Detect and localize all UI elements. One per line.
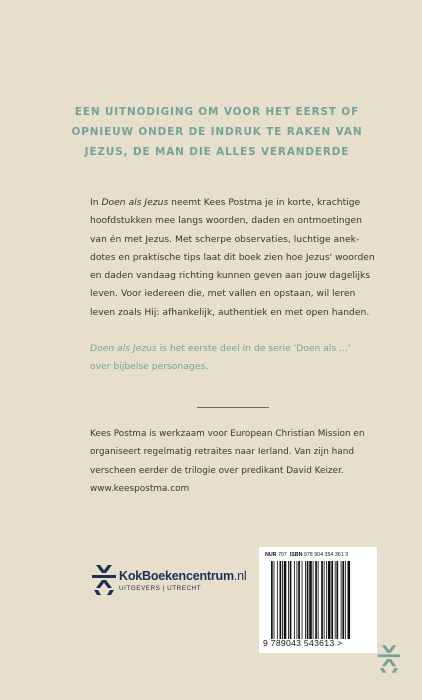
tagline [52,102,382,162]
publisher-subtitle: UITGEVERS | UTRECHT [119,585,202,592]
barcode-label [259,547,377,653]
divider [197,407,269,408]
isbn-line [265,552,348,558]
nur-label: NUR [265,552,277,558]
description-line: dotes en praktische tips laat dit boek zien hoe Jezus' woorden [90,251,375,263]
series-text: is het eerste deel in de serie 'Doen als ...' [156,343,351,355]
tagline-line: JEZUS, DE MAN DIE ALLES VERANDERDE [84,146,350,158]
series-line [90,340,380,358]
nur-value: 707 [277,552,287,558]
publisher-name-text: KokBoekencentrum [119,569,234,583]
author-line: organiseert regelmatig retraites naar Ierland. Van zijn hand [90,447,354,458]
description-line: van én met Jezus. Met scherpe observaties, luchtige anek- [90,233,360,245]
book-title: Doen als Jezus [101,197,169,208]
description-line: leven. Voor iedereen die, met vallen en opstaan, wil leren [90,288,356,300]
spacer [90,322,380,340]
description-line: leven zoals Hij: afhankelijk, authentiek en met open handen. [90,306,370,318]
publisher-mark-icon [92,565,116,595]
author-bio [90,425,390,498]
description-text: neemt Kees Postma je in korte, krachtige [168,197,361,208]
description-line: hoofdstukken mee langs woorden, daden en ontmoetingen [90,215,362,227]
description-text: In [90,197,102,208]
barcode-icon [271,561,367,639]
series-title: Doen als Jezus [90,343,157,355]
publisher-tld: .nl [233,569,247,583]
publisher-corner-mark-icon [378,645,400,673]
publisher-name [119,569,247,583]
isbn-value: 978 904 354 361 3 [303,552,349,558]
description-line [90,194,380,212]
author-line: Kees Postma is werkzaam voor European Christian Mission en [90,429,365,439]
book-description [90,194,380,377]
author-website: www.keespostma.com [90,483,190,494]
series-line: over bijbelse personages. [90,361,209,373]
barcode-digits: 9 789043 543613 > [263,638,343,648]
isbn-label: ISBN [289,552,303,558]
author-line: verscheen eerder de trilogie over predikant David Keizer. [90,465,344,476]
tagline-line: EEN UITNODIGING OM VOOR HET EERST OF [74,106,360,118]
description-line: en daden vandaag richting kunnen geven aan jouw dagelijks [90,270,371,282]
tagline-line: OPNIEUW ONDER DE INDRUK TE RAKEN VAN [71,126,363,138]
